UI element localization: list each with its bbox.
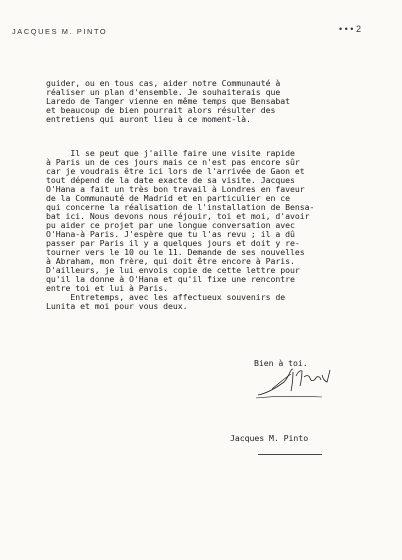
ellipsis-marks: • • • [339, 24, 354, 34]
letter-line: à Paris un de ces jours mais ce n'est pas encore sûr [46, 157, 300, 167]
letter-line: Laredo de Tanger vienne en même temps que Bensabat [46, 96, 290, 106]
closing-salutation: Bien à toi. [254, 358, 308, 368]
letter-line: entre toi et lui à Paris. [46, 283, 168, 293]
letter-line: passer par Paris il y a quelques jours et doit y re- [46, 238, 300, 248]
letter-line: D'ailleurs, je lui envois copie de cette lettre pour [46, 265, 300, 275]
letter-line: O'Hana a fait un très bon travail à Londres en faveur [46, 184, 305, 194]
letter-line: tourner vers le 10 ou le 11. Demande de ses nouvelles [46, 247, 305, 257]
letter-line: Lunita et moi pour vous deux. [46, 301, 188, 311]
letter-line: tout dépend de la date exacte de sa visite. Jacques [46, 175, 295, 185]
letter-line: pu aider ce projet par une longue conversation avec [46, 220, 295, 230]
letter-line: O'Hana-à Paris. J'espère que tu l'as revu ; il a dû [46, 229, 295, 239]
letter-line: à Abraham, mon frère, qui doit être encore à Paris. [46, 256, 295, 266]
page-number [339, 24, 361, 34]
letter-line: entretiens qui auront lieu à ce moment-là. [46, 114, 251, 124]
handwritten-signature [254, 362, 338, 404]
letter-line: de la Communauté de Madrid et en particulier en ce [46, 193, 290, 203]
letterhead-author: JACQUES M. PINTO [12, 27, 108, 36]
letter-line: guider, ou en tous cas, aider notre Communauté à [46, 78, 281, 88]
typed-signature-name: Jacques M. Pinto [230, 433, 309, 443]
letter-line: et beaucoup de bien pourrait alors résulter des [46, 105, 276, 115]
letter-line: Il se peut que j'aille faire une visite rapide [46, 148, 295, 158]
letter-line: Entretemps, avec les affectueux souvenirs de [46, 292, 286, 302]
letter-line: qu'il la donne à O'Hana et qu'il fixe une rencontre [46, 274, 295, 284]
letter-line: bat ici. Nous devons nous réjouir, toi et moi, d'avoir [46, 211, 310, 221]
signature-rule [258, 454, 322, 455]
page-number-value: 2 [355, 24, 361, 34]
letter-line: qui concerne la réalisation de l'installation de Bensa- [46, 202, 315, 212]
letter-line: réaliser un plan d'ensemble. Je souhaiterais que [46, 87, 281, 97]
letter-line: car je voudrais être ici lors de l'arrivée de Gaon et [46, 166, 305, 176]
